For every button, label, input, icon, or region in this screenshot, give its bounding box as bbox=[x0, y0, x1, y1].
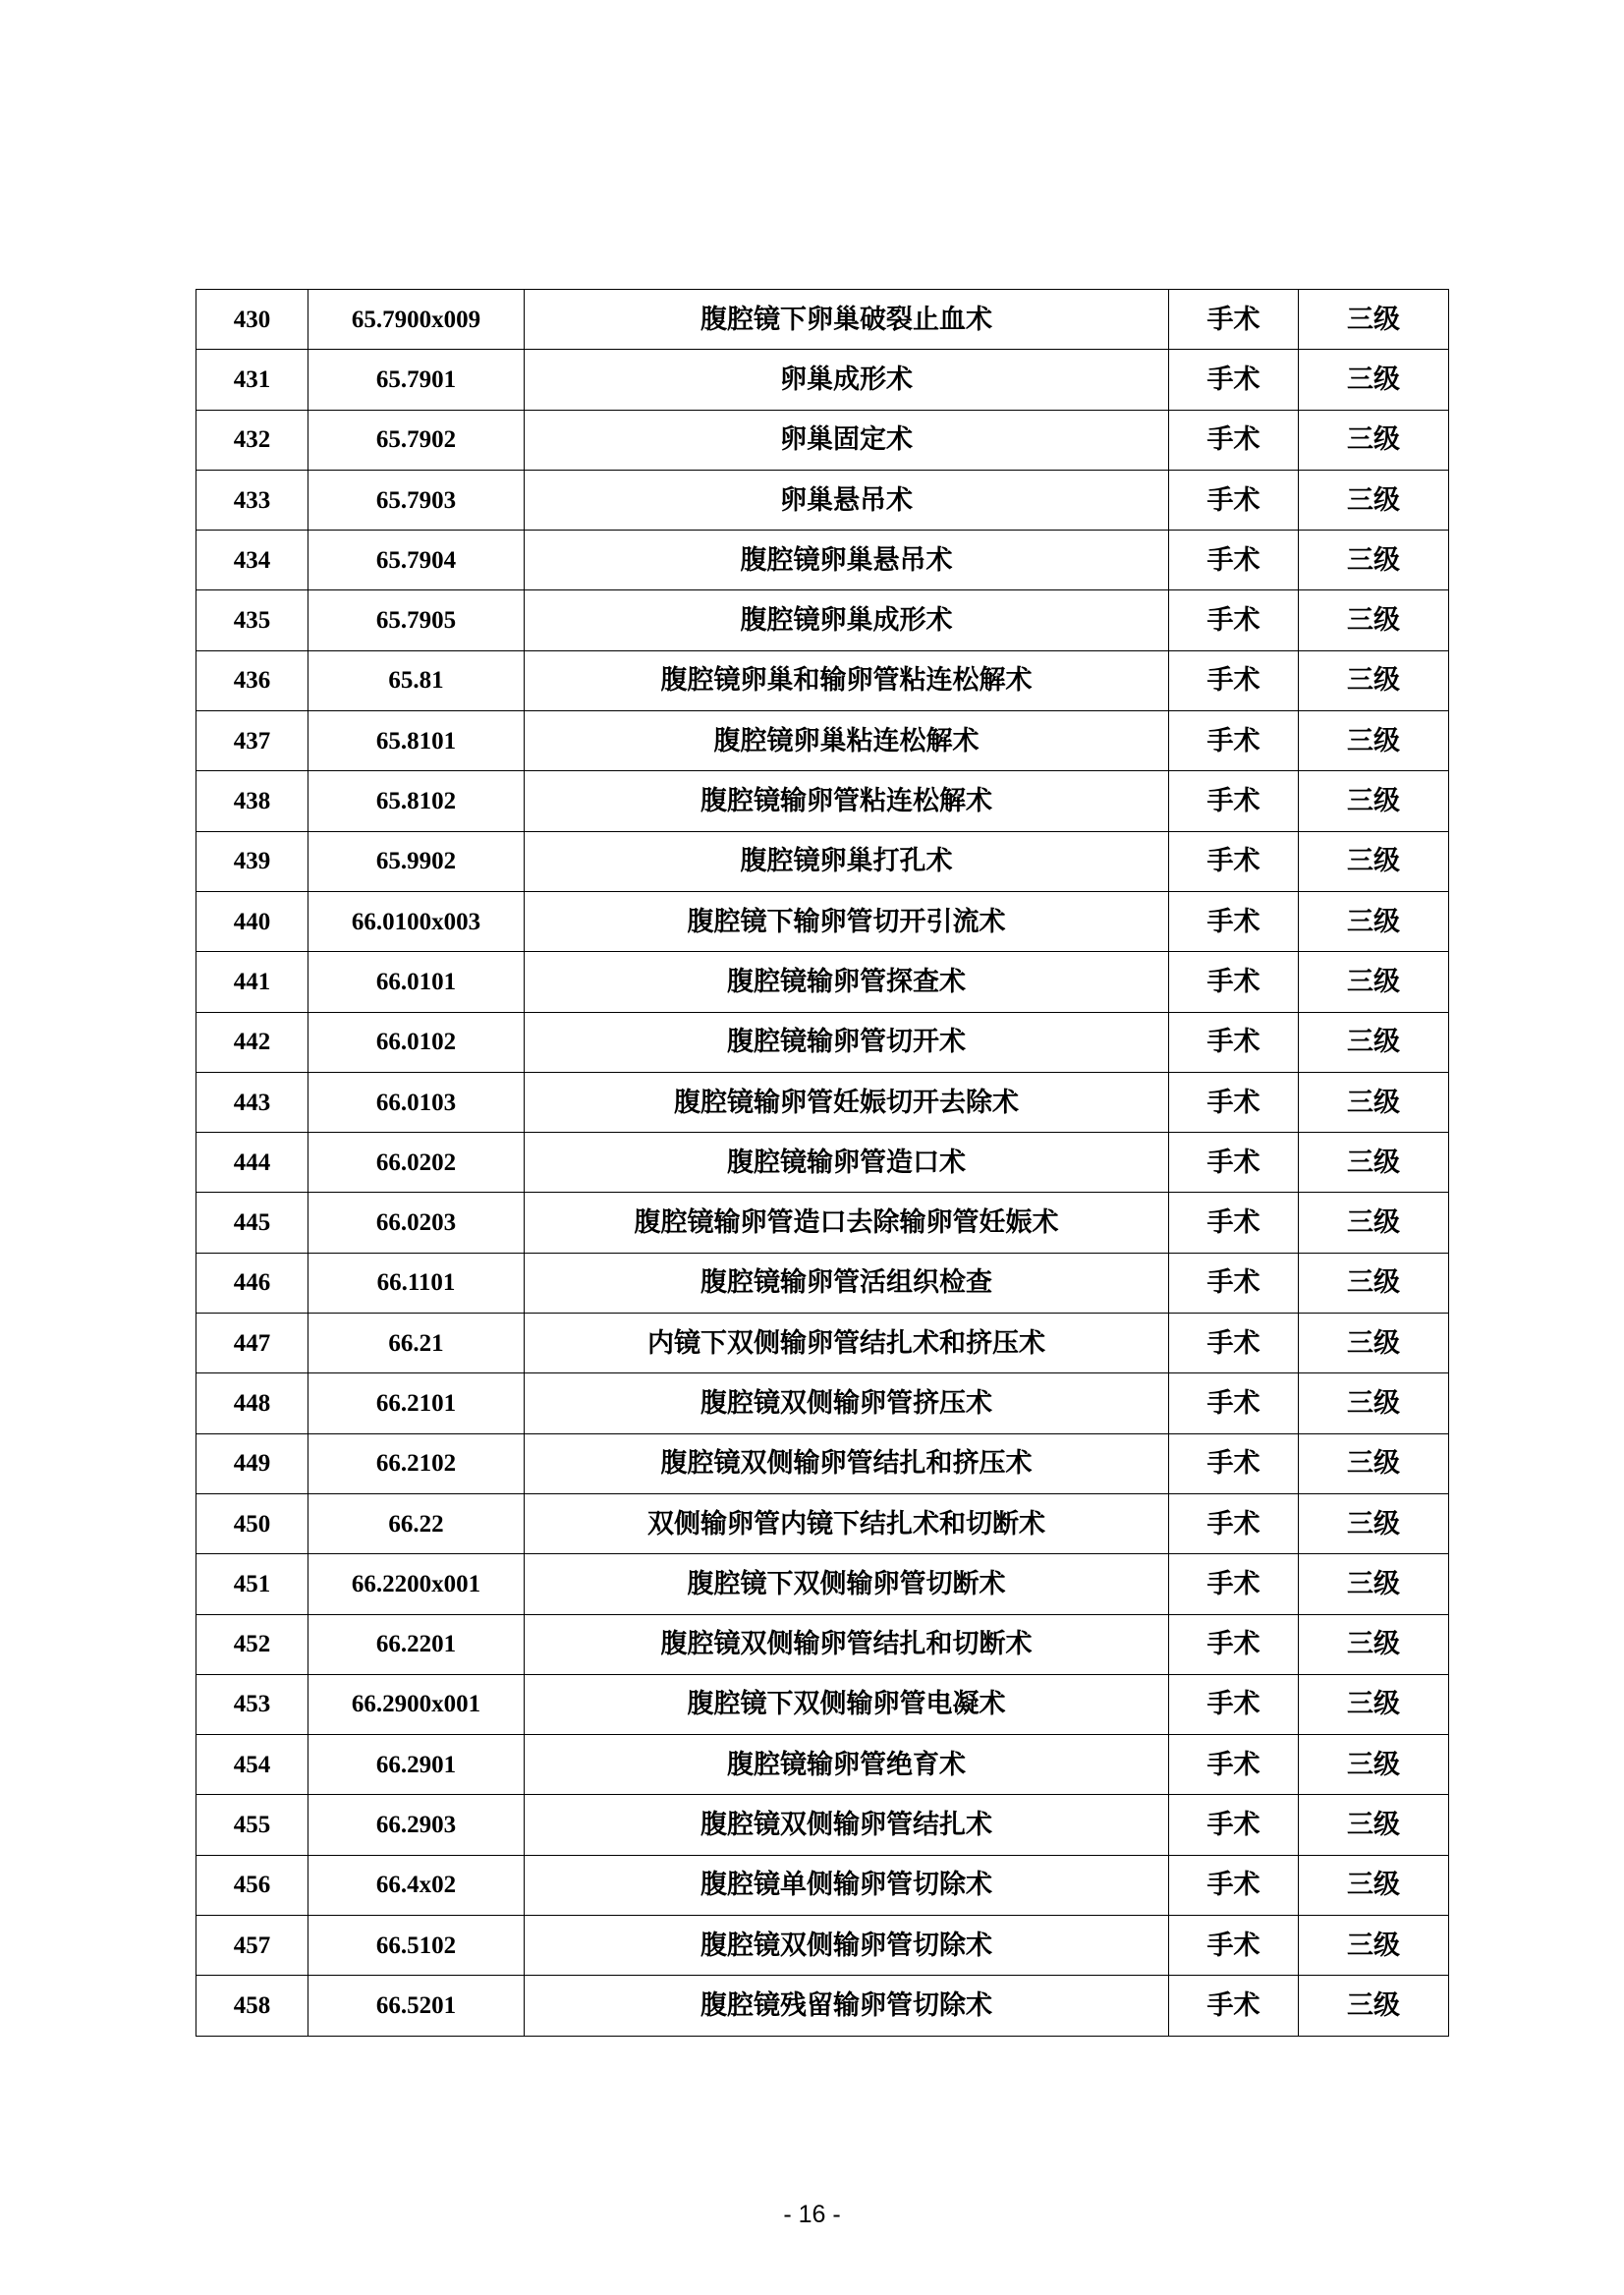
procedure-name-cell: 腹腔镜输卵管活组织检查 bbox=[525, 1253, 1169, 1313]
procedure-code-cell: 66.0203 bbox=[308, 1193, 525, 1253]
level-cell: 三级 bbox=[1299, 1614, 1449, 1674]
category-cell: 手术 bbox=[1169, 1012, 1299, 1072]
row-number-cell: 441 bbox=[196, 952, 308, 1012]
level-cell: 三级 bbox=[1299, 531, 1449, 590]
table-row bbox=[196, 1855, 1449, 1915]
row-number-cell: 443 bbox=[196, 1072, 308, 1132]
table-row bbox=[196, 531, 1449, 590]
procedure-code-cell: 65.9902 bbox=[308, 831, 525, 891]
procedure-code-cell: 66.0103 bbox=[308, 1072, 525, 1132]
procedure-code-cell: 66.21 bbox=[308, 1314, 525, 1373]
level-cell: 三级 bbox=[1299, 470, 1449, 530]
table-row bbox=[196, 891, 1449, 951]
level-cell: 三级 bbox=[1299, 891, 1449, 951]
level-cell: 三级 bbox=[1299, 590, 1449, 650]
procedure-code-cell: 66.4x02 bbox=[308, 1855, 525, 1915]
table-row bbox=[196, 590, 1449, 650]
procedure-code-cell: 66.0202 bbox=[308, 1133, 525, 1193]
procedure-code-cell: 65.7904 bbox=[308, 531, 525, 590]
procedure-name-cell: 腹腔镜下双侧输卵管切断术 bbox=[525, 1554, 1169, 1614]
category-cell: 手术 bbox=[1169, 771, 1299, 831]
row-number-cell: 442 bbox=[196, 1012, 308, 1072]
procedure-name-cell: 腹腔镜输卵管造口术 bbox=[525, 1133, 1169, 1193]
category-cell: 手术 bbox=[1169, 290, 1299, 350]
level-cell: 三级 bbox=[1299, 290, 1449, 350]
level-cell: 三级 bbox=[1299, 410, 1449, 470]
level-cell: 三级 bbox=[1299, 1012, 1449, 1072]
row-number-cell: 440 bbox=[196, 891, 308, 951]
procedure-code-cell: 65.7901 bbox=[308, 350, 525, 410]
procedure-code-cell: 65.7900x009 bbox=[308, 290, 525, 350]
procedure-code-cell: 66.0101 bbox=[308, 952, 525, 1012]
row-number-cell: 437 bbox=[196, 711, 308, 771]
level-cell: 三级 bbox=[1299, 1795, 1449, 1855]
row-number-cell: 445 bbox=[196, 1193, 308, 1253]
page-number: - 16 - bbox=[783, 2201, 841, 2228]
table-row bbox=[196, 1735, 1449, 1795]
row-number-cell: 431 bbox=[196, 350, 308, 410]
category-cell: 手术 bbox=[1169, 1855, 1299, 1915]
procedure-name-cell: 腹腔镜输卵管绝育术 bbox=[525, 1735, 1169, 1795]
procedure-name-cell: 腹腔镜双侧输卵管切除术 bbox=[525, 1916, 1169, 1976]
procedure-code-cell: 66.22 bbox=[308, 1493, 525, 1553]
row-number-cell: 447 bbox=[196, 1314, 308, 1373]
table-row bbox=[196, 771, 1449, 831]
procedure-code-cell: 66.5102 bbox=[308, 1916, 525, 1976]
row-number-cell: 449 bbox=[196, 1433, 308, 1493]
procedure-name-cell: 卵巢成形术 bbox=[525, 350, 1169, 410]
table-row bbox=[196, 650, 1449, 710]
level-cell: 三级 bbox=[1299, 952, 1449, 1012]
procedure-code-cell: 65.7905 bbox=[308, 590, 525, 650]
level-cell: 三级 bbox=[1299, 1493, 1449, 1553]
procedure-name-cell: 腹腔镜下输卵管切开引流术 bbox=[525, 891, 1169, 951]
table-row bbox=[196, 350, 1449, 410]
table-row bbox=[196, 290, 1449, 350]
level-cell: 三级 bbox=[1299, 1133, 1449, 1193]
row-number-cell: 448 bbox=[196, 1373, 308, 1433]
table-row bbox=[196, 1133, 1449, 1193]
level-cell: 三级 bbox=[1299, 1314, 1449, 1373]
table-row bbox=[196, 1193, 1449, 1253]
procedure-code-cell: 66.2901 bbox=[308, 1735, 525, 1795]
row-number-cell: 451 bbox=[196, 1554, 308, 1614]
procedure-code-cell: 65.8102 bbox=[308, 771, 525, 831]
procedure-name-cell: 腹腔镜双侧输卵管挤压术 bbox=[525, 1373, 1169, 1433]
procedure-name-cell: 腹腔镜残留输卵管切除术 bbox=[525, 1976, 1169, 2036]
level-cell: 三级 bbox=[1299, 650, 1449, 710]
table-row bbox=[196, 1072, 1449, 1132]
row-number-cell: 444 bbox=[196, 1133, 308, 1193]
procedure-table bbox=[196, 289, 1449, 2037]
table-row bbox=[196, 1795, 1449, 1855]
row-number-cell: 430 bbox=[196, 290, 308, 350]
category-cell: 手术 bbox=[1169, 831, 1299, 891]
procedure-name-cell: 腹腔镜输卵管粘连松解术 bbox=[525, 771, 1169, 831]
row-number-cell: 432 bbox=[196, 410, 308, 470]
category-cell: 手术 bbox=[1169, 1433, 1299, 1493]
category-cell: 手术 bbox=[1169, 590, 1299, 650]
procedure-code-cell: 66.2200x001 bbox=[308, 1554, 525, 1614]
category-cell: 手术 bbox=[1169, 1314, 1299, 1373]
level-cell: 三级 bbox=[1299, 350, 1449, 410]
category-cell: 手术 bbox=[1169, 1554, 1299, 1614]
table-row bbox=[196, 1976, 1449, 2036]
table-row bbox=[196, 1314, 1449, 1373]
table-row bbox=[196, 470, 1449, 530]
table-row bbox=[196, 1012, 1449, 1072]
table-row bbox=[196, 1493, 1449, 1553]
table-row bbox=[196, 410, 1449, 470]
category-cell: 手术 bbox=[1169, 470, 1299, 530]
category-cell: 手术 bbox=[1169, 531, 1299, 590]
category-cell: 手术 bbox=[1169, 410, 1299, 470]
table-row bbox=[196, 1614, 1449, 1674]
procedure-name-cell: 双侧输卵管内镜下结扎术和切断术 bbox=[525, 1493, 1169, 1553]
procedure-name-cell: 腹腔镜输卵管切开术 bbox=[525, 1012, 1169, 1072]
row-number-cell: 456 bbox=[196, 1855, 308, 1915]
row-number-cell: 436 bbox=[196, 650, 308, 710]
row-number-cell: 438 bbox=[196, 771, 308, 831]
procedure-code-cell: 66.5201 bbox=[308, 1976, 525, 2036]
table-row bbox=[196, 831, 1449, 891]
level-cell: 三级 bbox=[1299, 1855, 1449, 1915]
procedure-name-cell: 腹腔镜双侧输卵管结扎和挤压术 bbox=[525, 1433, 1169, 1493]
procedure-name-cell: 腹腔镜双侧输卵管结扎和切断术 bbox=[525, 1614, 1169, 1674]
category-cell: 手术 bbox=[1169, 1133, 1299, 1193]
procedure-code-cell: 66.2903 bbox=[308, 1795, 525, 1855]
procedure-name-cell: 腹腔镜输卵管探查术 bbox=[525, 952, 1169, 1012]
category-cell: 手术 bbox=[1169, 1735, 1299, 1795]
procedure-name-cell: 腹腔镜卵巢悬吊术 bbox=[525, 531, 1169, 590]
level-cell: 三级 bbox=[1299, 1735, 1449, 1795]
category-cell: 手术 bbox=[1169, 1916, 1299, 1976]
procedure-code-cell: 65.7903 bbox=[308, 470, 525, 530]
table-row bbox=[196, 1674, 1449, 1734]
procedure-code-cell: 66.2102 bbox=[308, 1433, 525, 1493]
procedure-code-cell: 66.2201 bbox=[308, 1614, 525, 1674]
level-cell: 三级 bbox=[1299, 711, 1449, 771]
procedure-name-cell: 腹腔镜卵巢粘连松解术 bbox=[525, 711, 1169, 771]
procedure-name-cell: 内镜下双侧输卵管结扎术和挤压术 bbox=[525, 1314, 1169, 1373]
table-row bbox=[196, 1373, 1449, 1433]
row-number-cell: 457 bbox=[196, 1916, 308, 1976]
level-cell: 三级 bbox=[1299, 1072, 1449, 1132]
category-cell: 手术 bbox=[1169, 1674, 1299, 1734]
row-number-cell: 439 bbox=[196, 831, 308, 891]
level-cell: 三级 bbox=[1299, 1674, 1449, 1734]
category-cell: 手术 bbox=[1169, 952, 1299, 1012]
category-cell: 手术 bbox=[1169, 891, 1299, 951]
procedure-name-cell: 腹腔镜卵巢成形术 bbox=[525, 590, 1169, 650]
table-row bbox=[196, 952, 1449, 1012]
procedure-name-cell: 卵巢固定术 bbox=[525, 410, 1169, 470]
row-number-cell: 455 bbox=[196, 1795, 308, 1855]
level-cell: 三级 bbox=[1299, 1554, 1449, 1614]
category-cell: 手术 bbox=[1169, 1614, 1299, 1674]
level-cell: 三级 bbox=[1299, 1916, 1449, 1976]
level-cell: 三级 bbox=[1299, 1193, 1449, 1253]
procedure-table-body bbox=[196, 290, 1449, 2037]
row-number-cell: 452 bbox=[196, 1614, 308, 1674]
row-number-cell: 434 bbox=[196, 531, 308, 590]
table-row bbox=[196, 1916, 1449, 1976]
row-number-cell: 435 bbox=[196, 590, 308, 650]
procedure-name-cell: 卵巢悬吊术 bbox=[525, 470, 1169, 530]
level-cell: 三级 bbox=[1299, 831, 1449, 891]
procedure-code-cell: 65.8101 bbox=[308, 711, 525, 771]
procedure-code-cell: 66.0102 bbox=[308, 1012, 525, 1072]
category-cell: 手术 bbox=[1169, 650, 1299, 710]
level-cell: 三级 bbox=[1299, 771, 1449, 831]
row-number-cell: 454 bbox=[196, 1735, 308, 1795]
procedure-code-cell: 66.1101 bbox=[308, 1253, 525, 1313]
procedure-code-cell: 66.2900x001 bbox=[308, 1674, 525, 1734]
procedure-name-cell: 腹腔镜下双侧输卵管电凝术 bbox=[525, 1674, 1169, 1734]
level-cell: 三级 bbox=[1299, 1253, 1449, 1313]
category-cell: 手术 bbox=[1169, 1493, 1299, 1553]
category-cell: 手术 bbox=[1169, 350, 1299, 410]
procedure-name-cell: 腹腔镜双侧输卵管结扎术 bbox=[525, 1795, 1169, 1855]
category-cell: 手术 bbox=[1169, 711, 1299, 771]
table-row bbox=[196, 1433, 1449, 1493]
row-number-cell: 458 bbox=[196, 1976, 308, 2036]
procedure-name-cell: 腹腔镜卵巢打孔术 bbox=[525, 831, 1169, 891]
procedure-name-cell: 腹腔镜卵巢和输卵管粘连松解术 bbox=[525, 650, 1169, 710]
category-cell: 手术 bbox=[1169, 1072, 1299, 1132]
level-cell: 三级 bbox=[1299, 1373, 1449, 1433]
table-row bbox=[196, 711, 1449, 771]
row-number-cell: 450 bbox=[196, 1493, 308, 1553]
procedure-name-cell: 腹腔镜输卵管妊娠切开去除术 bbox=[525, 1072, 1169, 1132]
procedure-code-cell: 65.81 bbox=[308, 650, 525, 710]
procedure-code-cell: 66.2101 bbox=[308, 1373, 525, 1433]
procedure-code-cell: 66.0100x003 bbox=[308, 891, 525, 951]
row-number-cell: 433 bbox=[196, 470, 308, 530]
table-row bbox=[196, 1554, 1449, 1614]
row-number-cell: 453 bbox=[196, 1674, 308, 1734]
category-cell: 手术 bbox=[1169, 1795, 1299, 1855]
table-row bbox=[196, 1253, 1449, 1313]
category-cell: 手术 bbox=[1169, 1373, 1299, 1433]
procedure-name-cell: 腹腔镜输卵管造口去除输卵管妊娠术 bbox=[525, 1193, 1169, 1253]
category-cell: 手术 bbox=[1169, 1253, 1299, 1313]
category-cell: 手术 bbox=[1169, 1976, 1299, 2036]
procedure-name-cell: 腹腔镜单侧输卵管切除术 bbox=[525, 1855, 1169, 1915]
procedure-name-cell: 腹腔镜下卵巢破裂止血术 bbox=[525, 290, 1169, 350]
level-cell: 三级 bbox=[1299, 1433, 1449, 1493]
row-number-cell: 446 bbox=[196, 1253, 308, 1313]
level-cell: 三级 bbox=[1299, 1976, 1449, 2036]
category-cell: 手术 bbox=[1169, 1193, 1299, 1253]
procedure-code-cell: 65.7902 bbox=[308, 410, 525, 470]
